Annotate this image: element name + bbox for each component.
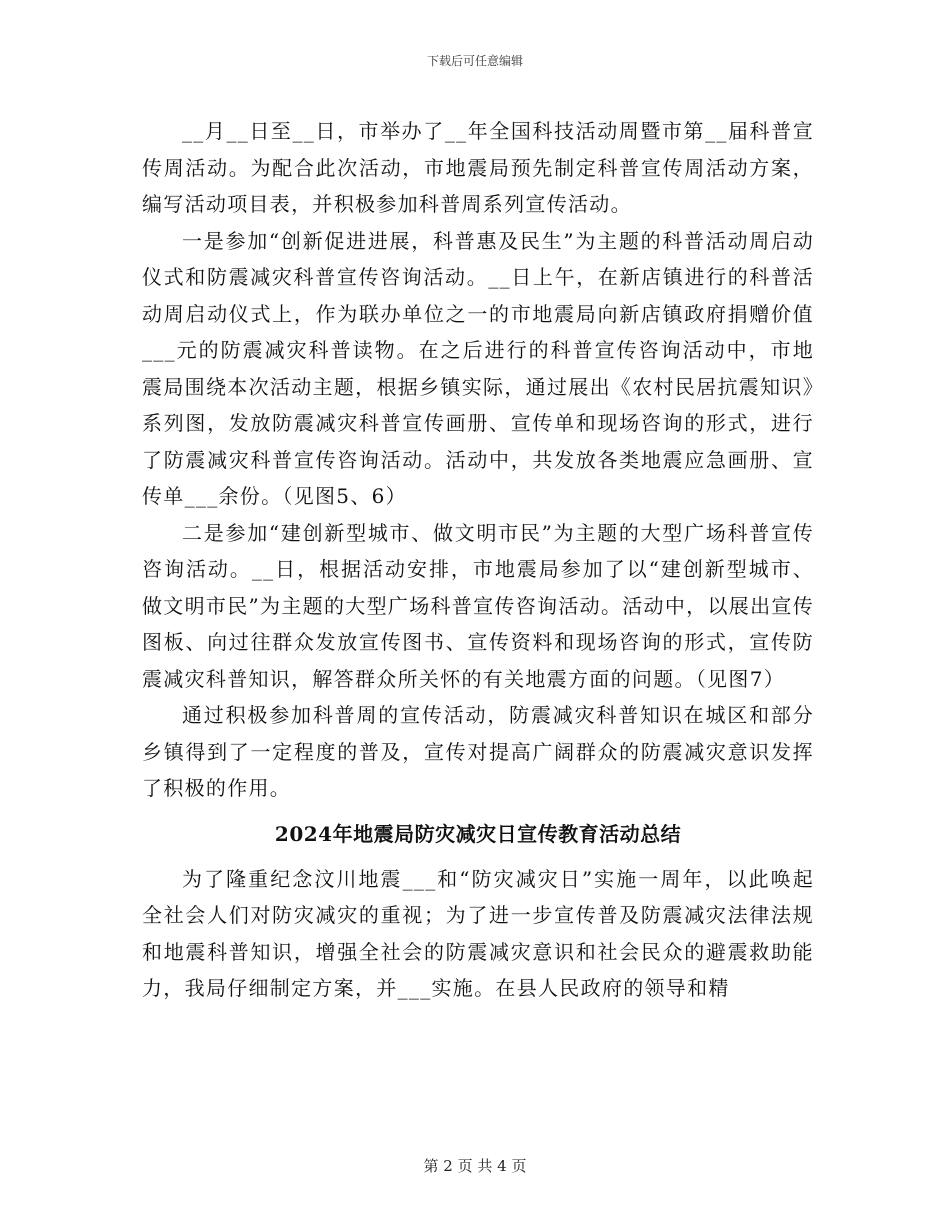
page-number: 第 2 页 共 4 页 <box>423 1157 527 1175</box>
section-title: 2024年地震局防灾减灾日宣传教育活动总结 <box>274 821 682 846</box>
document-body <box>142 113 814 1007</box>
paragraph-intro: __月__日至__日，市举办了__年全国科技活动周暨市第__届科普宣传周活动。为配合此次活动，市地震局预先制定科普宣传周活动方案，编写活动项目表，并积极参加科普周系列宣传活动。 <box>142 119 814 216</box>
page-header-note: 下载后可任意编辑 <box>426 54 523 68</box>
paragraph-activity-one: 一是参加“创新促进进展，科普惠及民生”为主题的科普活动周启动仪式和防震减灾科普宣传咨询活动。__日上午，在新店镇进行的科普活动周启动仪式上，作为联办单位之一的市地震局向新店镇政府捐赠价值___元的防震减灾科普读物。在之后进行的科普宣传咨询活动中，市地震局围绕本次活动主题，根据乡镇实际，通过展出《农村民居抗震知识》系列图，发放防震减灾科普宣传画册、宣传单和现场咨询的形式，进行了防震减灾科普宣传咨询活动。活动中，共发放各类地震应急画册、宣传单___余份。（见图5、6） <box>142 228 814 508</box>
paragraph-activity-two: 二是参加“建创新型城市、做文明市民”为主题的大型广场科普宣传咨询活动。__日，根据活动安排，市地震局参加了以“建创新型城市、做文明市民”为主题的大型广场科普宣传咨询活动。活动中，以展出宣传图板、向过往群众发放宣传图书、宣传资料和现场咨询的形式，宣传防震减灾科普知识，解答群众所关怀的有关地震方面的问题。（见图7） <box>142 520 814 691</box>
paragraph-section-intro: 为了隆重纪念汶川地震___和“防灾减灾日”实施一周年，以此唤起全社会人们对防灾减灾的重视；为了进一步宣传普及防震减灾法律法规和地震科普知识，增强全社会的防震减灾意识和社会民众的避震救助能力，我局仔细制定方案，并___实施。在县人民政府的领导和精 <box>142 866 814 1000</box>
paragraph-summary: 通过积极参加科普周的宣传活动，防震减灾科普知识在城区和部分乡镇得到了一定程度的普及，宣传对提高广阔群众的防震减灾意识发挥了积极的作用。 <box>142 703 814 800</box>
